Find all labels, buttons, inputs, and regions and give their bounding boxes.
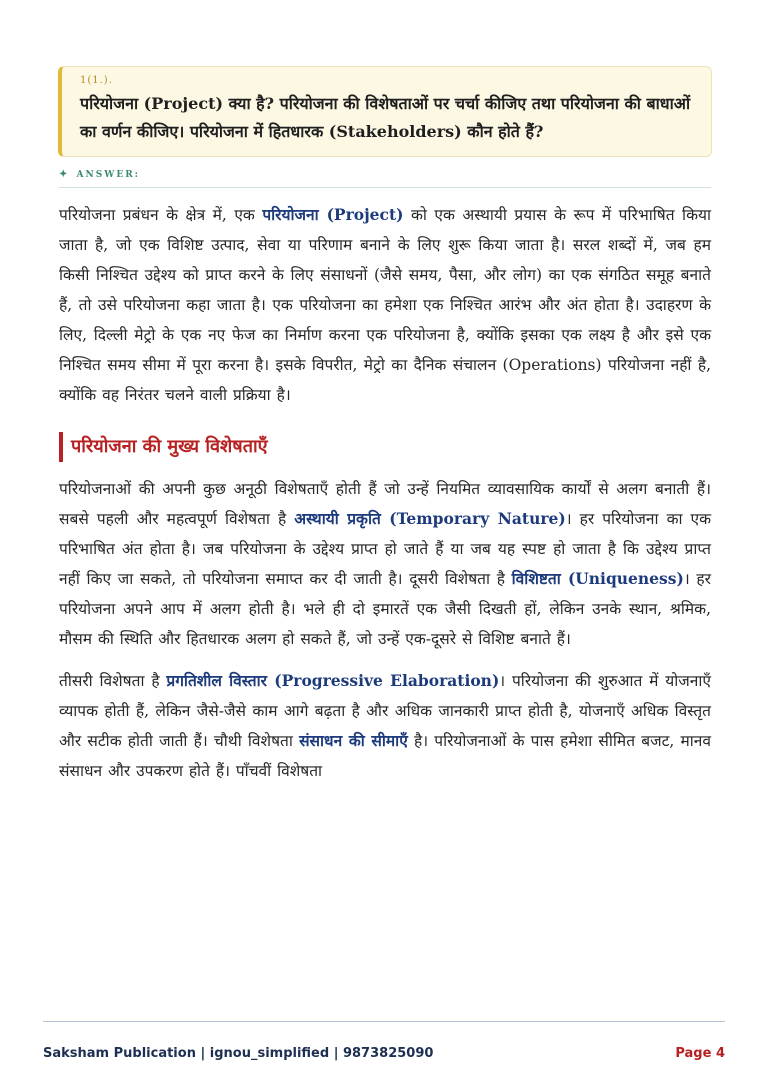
question-number: 1(1.).	[80, 75, 113, 86]
text-run: । परियोजना की शुरुआत में योजनाएँ व्यापक होती हैं, लेकिन जैसे-जैसे काम आगे बढ़ता है और अधिक जानकारी प्राप्त होती है, योजनाएँ अधिक विस्तृत और सटीक होती जाती हैं। चौथी विशेषता	[59, 672, 711, 750]
page-content	[59, 66, 711, 786]
question-text: परियोजना (Project) क्या है? परियोजना की विशेषताओं पर चर्चा कीजिए तथा परियोजना की बाधाओं का वर्णन कीजिए। परियोजना में हितधारक (Stakeholders) कौन होते हैं?	[80, 94, 691, 141]
section-heading: परियोजना की मुख्य विशेषताएँ	[59, 432, 711, 462]
text-run: परियोजनाओं की अपनी कुछ अनूठी विशेषताएँ होती हैं जो उन्हें नियमित व्यावसायिक कार्यों से अलग बनाती हैं। सबसे पहली और महत्वपूर्ण विशेषता है	[59, 480, 711, 528]
answer-label	[59, 169, 711, 188]
text-run: तीसरी विशेषता है	[59, 672, 167, 690]
text-run: । हर परियोजना का एक परिभाषित अंत होता है। जब परियोजना के उद्देश्य प्राप्त हो जाते हैं या जब यह स्पष्ट हो जाता है कि उद्देश्य प्राप्त नहीं किए जा सकते, तो परियोजना समाप्त कर दी जाती है। दूसरी विशेषता है	[59, 510, 711, 588]
paragraph-definition	[59, 200, 711, 410]
sparkle-icon: ✦	[59, 169, 70, 180]
page-number: Page 4	[675, 1046, 725, 1061]
paragraph-features-1	[59, 474, 711, 654]
highlight-term: विशिष्टता (Uniqueness)	[511, 569, 684, 588]
highlight-term: संसाधन की सीमाएँ	[299, 731, 408, 750]
highlight-term: प्रगतिशील विस्तार (Progressive Elaboration)	[166, 671, 500, 690]
footer-publisher: Saksham Publication | ignou_simplified | 9873825090	[43, 1046, 434, 1061]
text-run: । हर परियोजना अपने आप में अलग होती है। भले ही दो इमारतें एक जैसी दिखती हों, लेकिन उनके स्थान, श्रमिक, मौसम की स्थिति और हितधारक अलग हो सकते हैं, जो उन्हें एक-दूसरे से विशिष्ट बनाते हैं।	[59, 570, 711, 648]
text-run: है। परियोजनाओं के पास हमेशा सीमित बजट, मानव संसाधन और उपकरण होते हैं। पाँचवीं विशेषता	[59, 732, 712, 780]
paragraph-features-2	[59, 666, 711, 786]
text-run: को एक अस्थायी प्रयास के रूप में परिभाषित किया जाता है, जो एक विशिष्ट उत्पाद, सेवा या परिणाम बनाने के लिए शुरू किया जाता है। सरल शब्दों में, जब हम किसी निश्चित उद्देश्य को प्राप्त करने के लिए संसाधनों (जैसे समय, पैसा, और लोग) का एक संगठित समूह बनाते हैं, तो उसे परियोजना कहा जाता है। एक परियोजना का हमेशा एक निश्चित आरंभ और अंत होता है। उदाहरण के लिए, दिल्ली मेट्रो के एक नए फेज का निर्माण करना एक परियोजना है, क्योंकि इसका एक लक्ष्य है और इसे एक निश्चित समय सीमा में पूरा करना है। इसके विपरीत, मेट्रो का दैनिक संचालन (Operations) परियोजना नहीं है, क्योंकि वह निरंतर चलने वाली प्रक्रिया है।	[59, 206, 711, 404]
highlight-term: परियोजना (Project)	[262, 205, 404, 224]
text-run: परियोजना प्रबंधन के क्षेत्र में, एक	[59, 206, 263, 224]
question-box	[58, 66, 712, 157]
answer-label-text: ANSWER:	[76, 170, 141, 180]
footer-divider	[43, 1021, 725, 1022]
highlight-term: अस्थायी प्रकृति (Temporary Nature)	[294, 509, 566, 528]
